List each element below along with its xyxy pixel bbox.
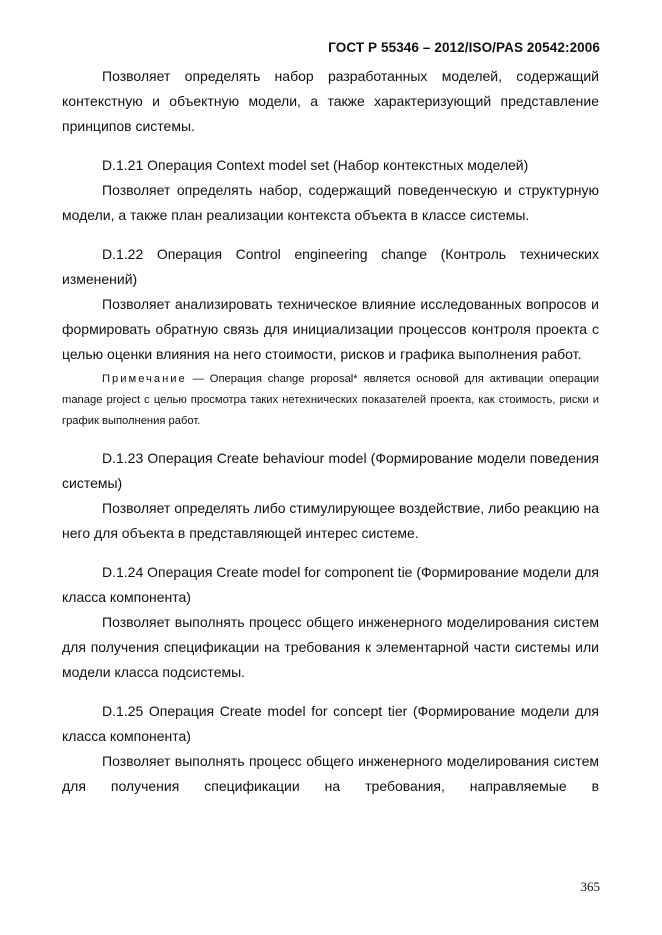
note-label: Примечание [102,373,187,385]
body-paragraph: Позволяет выполнять процесс общего инженерного моделирования систем для получения спецификации на требования к элементарной части системы или модели класса подсистемы. [62,614,599,680]
section-heading-d1-24: D.1.24 Операция Create model for component tie (Формирование модели для класса компонента) [62,564,599,605]
page-body [62,64,599,799]
note-paragraph [62,369,599,432]
body-paragraph: Позволяет определять набор разработанных моделей, содержащий контекстную и объектную модели, а также характеризующий представление принципов системы. [62,68,599,134]
section-heading-d1-22: D.1.22 Операция Control engineering change (Контроль технических изменений) [62,246,599,287]
body-paragraph: Позволяет анализировать техническое влияние исследованных вопросов и формировать обратную связь для инициализации процессов контроля проекта с целью оценки влияния на него стоимости, рисков и графика выполнения работ. [62,296,599,362]
page-number: 365 [580,879,600,894]
body-paragraph: Позволяет выполнять процесс общего инженерного моделирования систем для получения спецификации на требования, направляемые в [62,753,599,794]
body-paragraph: Позволяет определять набор, содержащий поведенческую и структурную модели, а также план реализации контекста объекта в классе системы. [62,182,599,223]
section-heading-d1-23: D.1.23 Операция Create behaviour model (Формирование модели поведения системы) [62,450,599,491]
document-header: ГОСТ Р 55346 – 2012/ISO/PAS 20542:2006 [328,40,600,55]
note-text: — Операция change proposal* является основой для активации операции manage project с целью просмотра таких нетехнических показателей проекта, как стоимость, риски и график выполнения работ. [62,373,599,427]
body-paragraph: Позволяет определять либо стимулирующее воздействие, либо реакцию на него для объекта в представляющей интерес системе. [62,500,599,541]
section-heading-d1-25: D.1.25 Операция Create model for concept tier (Формирование модели для класса компонента) [62,703,599,744]
section-heading-d1-21: D.1.21 Операция Context model set (Набор контекстных моделей) [102,157,529,173]
